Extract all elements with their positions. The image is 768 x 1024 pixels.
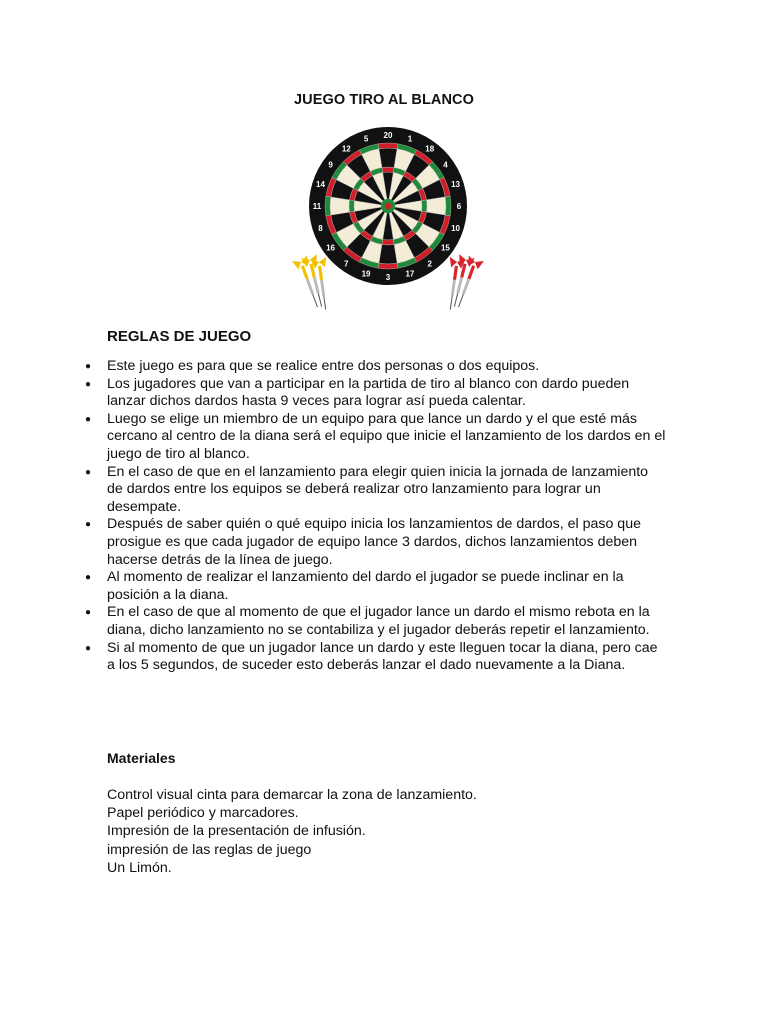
- dartboard-number: 16: [326, 243, 336, 253]
- dart-shaft: [318, 266, 323, 280]
- bullet-icon: ●: [85, 378, 92, 390]
- rules-list: [85, 358, 667, 675]
- rule-item: [85, 410, 667, 464]
- dart-barrel: [306, 278, 314, 294]
- materials-heading: Materiales: [107, 750, 176, 766]
- dart-tip: [459, 294, 464, 307]
- dart-shaft: [453, 266, 458, 280]
- dart-barrel: [462, 278, 470, 294]
- dartboard-number: 2: [427, 259, 432, 269]
- dart-barrel: [451, 280, 456, 296]
- yellow-darts: [292, 254, 333, 310]
- material-item: Control visual cinta para demarcar la zona de lanzamiento.: [107, 787, 477, 803]
- double-ring-segment: [325, 196, 331, 216]
- dartboard-number: 6: [456, 202, 462, 211]
- red-darts: [442, 254, 483, 310]
- bullet-icon: ●: [85, 607, 92, 619]
- dartboard-number: 13: [451, 180, 460, 190]
- dartboard-number: 19: [361, 269, 371, 279]
- rule-item: [85, 569, 667, 604]
- bullet-icon: ●: [85, 642, 92, 654]
- material-item: Papel periódico y marcadores.: [107, 805, 299, 822]
- rule-item: [85, 639, 667, 675]
- dartboard-number: 11: [312, 202, 322, 211]
- rule-item: [85, 358, 667, 376]
- rule-text: Al momento de realizar el lanzamiento del dardo el jugador se puede inclinar en la posición a la diana.: [107, 569, 624, 603]
- dart-tip: [450, 296, 452, 310]
- bullet-icon: ●: [85, 413, 92, 425]
- double-ring-segment: [378, 263, 398, 269]
- dartboard-number: 5: [363, 134, 369, 144]
- dartboard-number: 4: [443, 160, 448, 170]
- rule-text: En el caso de que en el lanzamiento para elegir quien inicia la jornada de lanzamiento de dardos entre los equipos se deberá realizar otro lanzamiento para lograr un desempate.: [107, 463, 649, 515]
- dart-barrel: [313, 277, 320, 293]
- dartboard-number: 14: [316, 180, 325, 190]
- bullet-icon: ●: [85, 466, 92, 478]
- dartboard: [309, 127, 467, 285]
- dart-flight: [473, 258, 484, 270]
- rule-item: [85, 463, 667, 517]
- document-title: JUEGO TIRO AL BLANCO: [293, 92, 475, 108]
- outer-single-segment: [379, 245, 397, 264]
- dart-tip: [313, 294, 318, 307]
- rule-text: Los jugadores que van a participar en la partida de tiro al blanco con dardo pueden lanzar dichos dardos hasta 9 veces para lograr así pueda calentar.: [107, 375, 630, 410]
- double-ring-segment: [378, 143, 398, 149]
- dartboard-illustration: [283, 124, 493, 326]
- dartboard-number: 9: [328, 160, 333, 170]
- dartboard-number: 8: [318, 223, 323, 233]
- dartboard-number: 10: [451, 223, 460, 233]
- dart-barrel: [456, 277, 463, 293]
- dartboard-number: 3: [385, 273, 391, 282]
- rule-text: En el caso de que al momento de que el jugador lance un dardo el mismo rebota en la diana, dicho lanzamiento no se contabiliza y el jugador deberás repetir el lanzamiento.: [107, 604, 650, 638]
- outer-single-segment: [330, 197, 349, 215]
- bullet-icon: ●: [85, 519, 92, 531]
- dartboard-number: 18: [425, 144, 435, 154]
- dartboard-number: 20: [383, 131, 393, 140]
- dart-shaft: [467, 265, 475, 279]
- dartboard-number: 1: [407, 134, 413, 144]
- rule-item: [85, 604, 667, 639]
- bullet-icon: ●: [85, 572, 92, 584]
- material-item: Un Limón.: [107, 859, 172, 876]
- triple-ring-segment: [349, 200, 354, 212]
- dart-tip: [454, 293, 457, 307]
- material-item: impresión de las reglas de juego: [107, 841, 312, 858]
- dart: [442, 257, 465, 311]
- triple-ring-segment: [382, 167, 394, 172]
- rule-text: Si al momento de que un jugador lance un dardo y este lleguen tocar la diana, pero cae a los 5 segundos, de suceder esto deberás lanzar el dado nuevamente a la Diana.: [107, 639, 658, 674]
- rules-heading: REGLAS DE JUEGO: [107, 328, 252, 345]
- dartboard-number: 15: [440, 243, 450, 253]
- rule-text: Después de saber quién o qué equipo inicia los lanzamientos de dardos, el paso que prosigue es que cada jugador de equipo lance 3 dardos, dichos lanzamientos deben hacerse detrás de la línea de juego.: [107, 516, 641, 568]
- dart-tip: [324, 296, 326, 310]
- dart: [311, 257, 334, 311]
- dart-tip: [318, 293, 321, 307]
- double-ring-segment: [445, 196, 451, 216]
- dart-shaft: [301, 265, 309, 279]
- dartboard-number: 17: [405, 269, 415, 279]
- bullseye: [385, 203, 391, 209]
- rule-text: Este juego es para que se realice entre dos personas o dos equipos.: [107, 358, 540, 374]
- triple-ring-segment: [422, 200, 427, 212]
- outer-single-segment: [379, 148, 397, 167]
- outer-single-segment: [427, 197, 446, 215]
- material-item: Impresión de la presentación de infusión.: [107, 823, 366, 840]
- rule-item: [85, 375, 667, 411]
- materials-list: [107, 786, 667, 877]
- rule-item: [85, 516, 667, 569]
- dartboard-number: 12: [341, 144, 351, 154]
- triple-ring-segment: [382, 240, 394, 245]
- bullet-icon: ●: [85, 361, 92, 372]
- dartboard-number: 7: [344, 259, 349, 269]
- dart-barrel: [320, 280, 325, 296]
- rule-text: Luego se elige un miembro de un equipo para que lance un dardo y el que esté más cercano al centro de la diana será el equipo que inicie el lanzamiento de los dardos en el juego de tiro al blanco.: [107, 410, 666, 462]
- dart-flight: [292, 258, 303, 270]
